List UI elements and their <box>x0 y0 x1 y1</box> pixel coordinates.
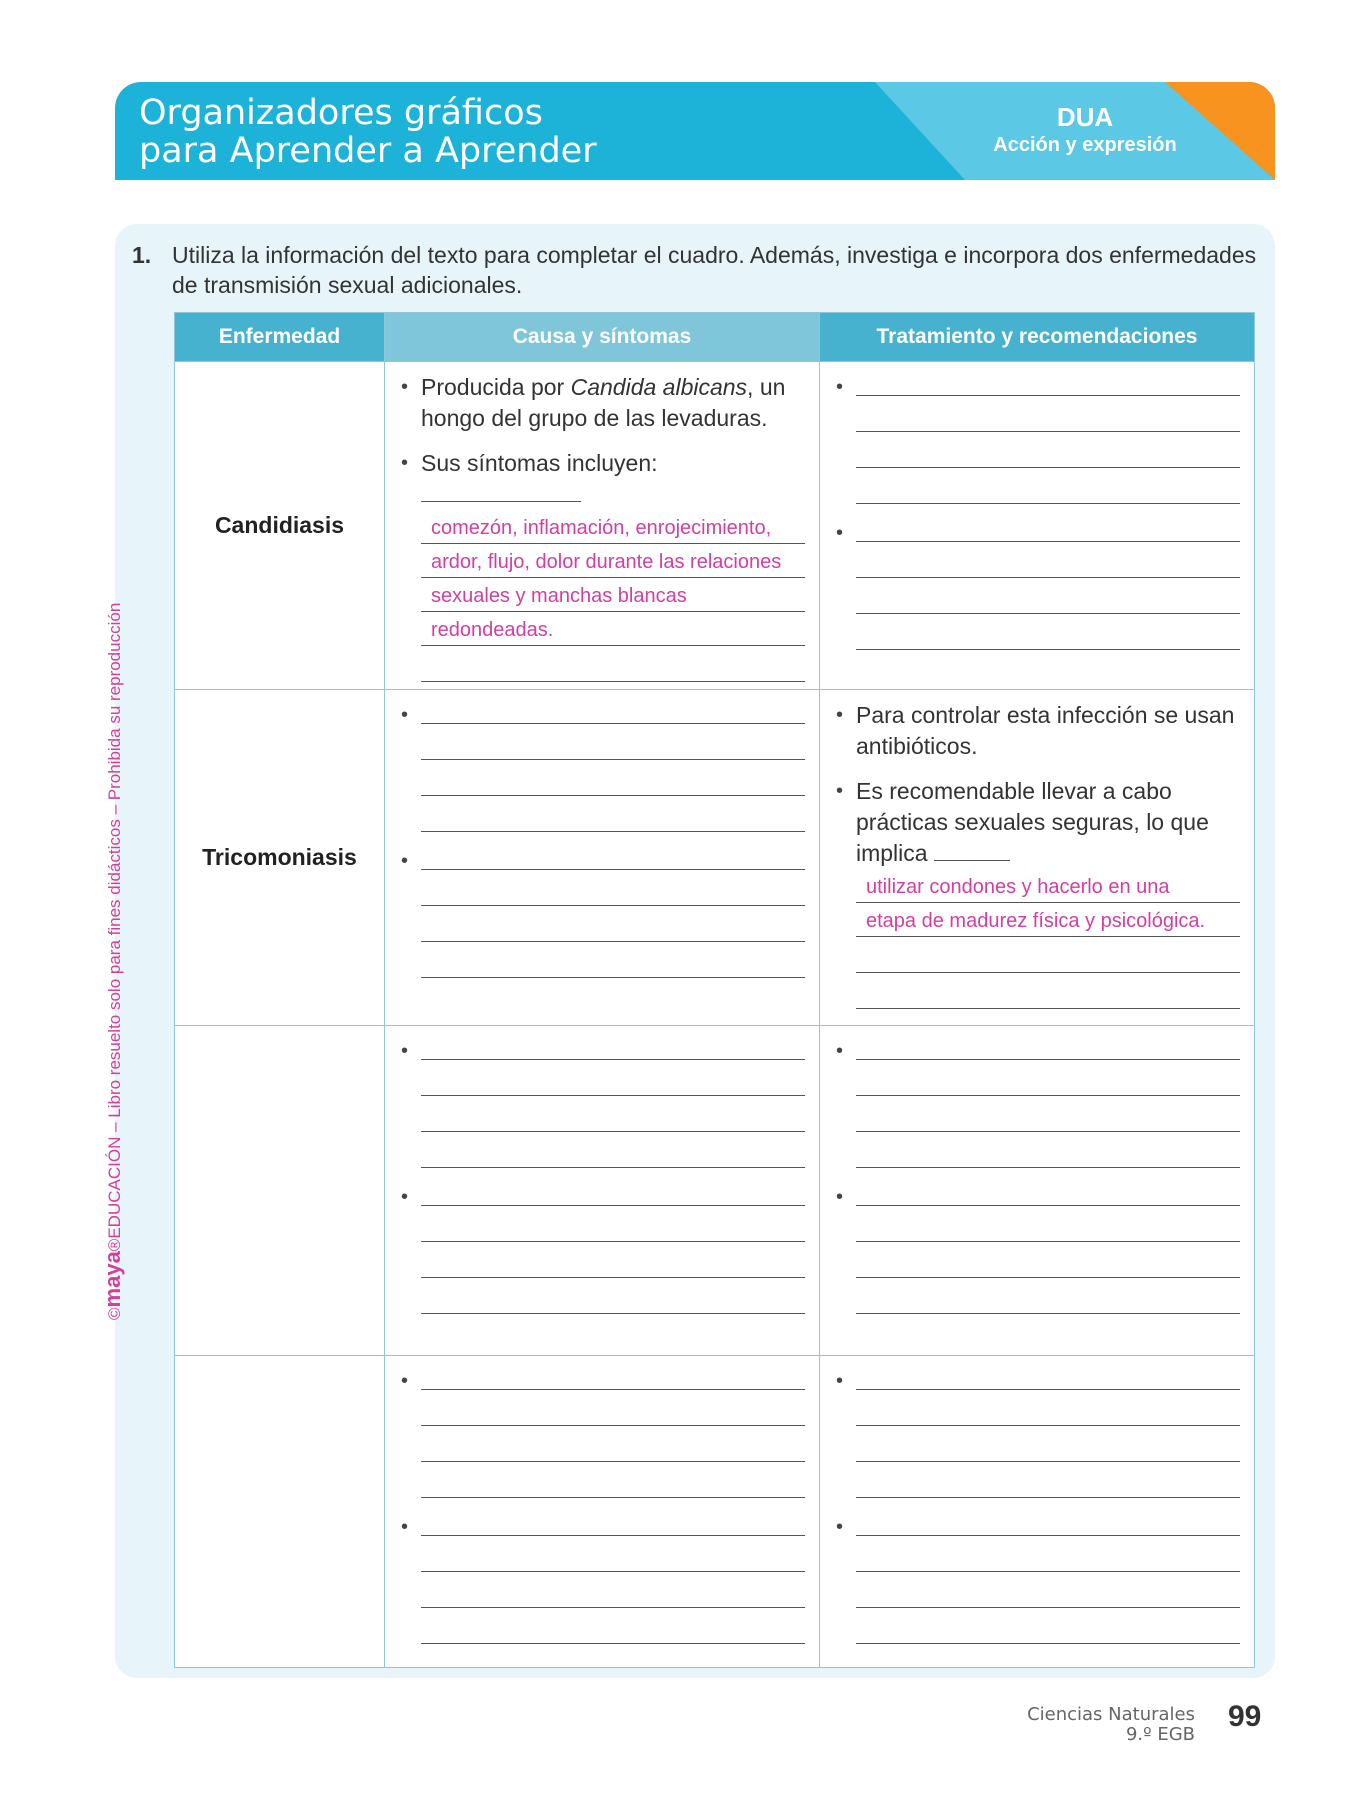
bullet: • <box>401 376 409 398</box>
bullet: • <box>836 704 844 726</box>
answer-line[interactable] <box>856 1036 1240 1060</box>
answer-line[interactable] <box>421 1278 805 1314</box>
bullet: • <box>401 704 409 726</box>
answer-line[interactable] <box>421 1608 805 1644</box>
list-item <box>830 372 1240 504</box>
bullet: • <box>401 1370 409 1392</box>
symptoms-label: Sus síntomas incluyen: <box>421 450 658 476</box>
answer-line[interactable]: comezón, inflamación, enrojecimiento, <box>421 510 805 544</box>
answer-line[interactable]: utilizar condones y hacerlo en una <box>856 869 1240 903</box>
bullet: • <box>401 1516 409 1538</box>
answer-line[interactable] <box>421 760 805 796</box>
section-title-line2: para Aprender a Aprender <box>139 131 597 171</box>
answer-line[interactable] <box>421 796 805 832</box>
species-name: Candida albicans <box>570 374 748 400</box>
worksheet-table <box>174 312 1255 1668</box>
disease-name-blank[interactable] <box>175 1026 385 1356</box>
answer-line[interactable] <box>421 1512 805 1536</box>
answer-line[interactable] <box>856 542 1240 578</box>
answer-line[interactable] <box>421 1182 805 1206</box>
treatment-text: Para controlar esta infección se usan antibióticos. <box>856 702 1235 759</box>
answer-line[interactable] <box>856 614 1240 650</box>
list-item <box>830 700 1240 762</box>
treatment-text: Es recomendable llevar a cabo prácticas sexuales seguras, lo que implica <box>856 778 1209 866</box>
cause-text <box>421 372 805 434</box>
answer-line[interactable] <box>856 578 1240 614</box>
bullet: • <box>401 1040 409 1062</box>
disease-name: Candidiasis <box>175 362 385 690</box>
answer-line[interactable] <box>421 1096 805 1132</box>
header-treatment: Tratamiento y recomendaciones <box>820 313 1255 362</box>
answer-line[interactable] <box>421 1206 805 1242</box>
bullet: • <box>836 522 844 544</box>
answer-line[interactable] <box>856 1390 1240 1426</box>
disease-name-blank[interactable] <box>175 1356 385 1668</box>
header-cause-symptoms: Causa y síntomas <box>385 313 820 362</box>
table-row <box>175 1026 1255 1356</box>
answer-line[interactable]: ardor, flujo, dolor durante las relaciones <box>421 544 805 578</box>
bullet: • <box>836 1040 844 1062</box>
symptoms-prompt <box>421 448 805 510</box>
answer-line[interactable] <box>856 1060 1240 1096</box>
answer-line[interactable] <box>856 468 1240 504</box>
list-item <box>395 372 805 434</box>
answer-line[interactable] <box>856 937 1240 973</box>
list-item <box>395 700 805 832</box>
cause-cell <box>385 1026 820 1356</box>
answer-line[interactable] <box>421 724 805 760</box>
table-row <box>175 1356 1255 1668</box>
table-row <box>175 690 1255 1026</box>
treatment-cell <box>820 362 1255 690</box>
cause-text-end: , un hongo del grupo de las levaduras. <box>421 374 786 431</box>
bullet: • <box>836 1186 844 1208</box>
answer-line[interactable] <box>856 1462 1240 1498</box>
answer-line[interactable] <box>421 1536 805 1572</box>
answer-line[interactable] <box>856 1182 1240 1206</box>
bullet: • <box>401 452 409 474</box>
list-item <box>395 1182 805 1314</box>
answer-line[interactable] <box>856 1608 1240 1644</box>
answer-line[interactable] <box>421 480 581 502</box>
answer-line[interactable] <box>421 1426 805 1462</box>
question-number: 1. <box>132 242 152 268</box>
treatment-cell <box>820 1356 1255 1668</box>
registered-symbol: ® <box>105 1238 124 1252</box>
cause-cell <box>385 362 820 690</box>
list-item <box>830 518 1240 650</box>
list-item <box>830 776 1240 1009</box>
answer-line[interactable] <box>421 1572 805 1608</box>
copyright-notice <box>100 603 126 1320</box>
answer-line[interactable]: sexuales y manchas blancas <box>421 578 805 612</box>
page-number: 99 <box>1228 1700 1262 1733</box>
answer-line[interactable] <box>856 396 1240 432</box>
dua-title: DUA <box>1056 102 1114 132</box>
table-header-row <box>175 313 1255 362</box>
footer-subject: Ciencias Naturales <box>1027 1704 1195 1725</box>
page-footer <box>1027 1705 1195 1745</box>
section-header <box>115 82 1275 180</box>
question-text: Utiliza la información del texto para completar el cuadro. Además, investiga e incorpora dos enfermedades de transmisión sexual adicionales. <box>172 242 1257 298</box>
answer-line[interactable] <box>421 846 805 870</box>
bullet: • <box>836 376 844 398</box>
answer-line[interactable] <box>421 870 805 906</box>
answer-line[interactable] <box>421 1060 805 1096</box>
treatment-cell <box>820 690 1255 1026</box>
table-row <box>175 362 1255 690</box>
answer-line[interactable] <box>856 1572 1240 1608</box>
list-item <box>395 1512 805 1644</box>
publisher-logo: maya <box>100 1251 125 1308</box>
answer-line[interactable] <box>421 906 805 942</box>
answer-line[interactable] <box>934 839 1010 861</box>
cause-text-start: Producida por <box>421 374 571 400</box>
answer-line[interactable]: etapa de madurez física y psicológica. <box>856 903 1240 937</box>
answer-line[interactable]: redondeadas. <box>421 612 805 646</box>
list-item <box>395 846 805 978</box>
answer-line[interactable] <box>856 1242 1240 1278</box>
answer-line[interactable] <box>421 942 805 978</box>
list-item <box>395 1366 805 1498</box>
bullet: • <box>401 850 409 872</box>
footer-grade: 9.º EGB <box>1125 1724 1195 1745</box>
treatment-cell <box>820 1026 1255 1356</box>
answer-line[interactable] <box>856 1512 1240 1536</box>
answer-line[interactable] <box>421 1242 805 1278</box>
list-item <box>830 1512 1240 1644</box>
answer-line[interactable] <box>856 973 1240 1009</box>
copyright-text: EDUCACIÓN – Libro resuelto solo para fines didácticos – Prohibida su reproducción <box>105 602 124 1239</box>
list-item <box>830 1366 1240 1498</box>
answer-line[interactable] <box>856 1206 1240 1242</box>
header-disease: Enfermedad <box>175 313 385 362</box>
list-item <box>830 1036 1240 1168</box>
dua-subtitle: Acción y expresión <box>993 134 1177 156</box>
answer-line[interactable] <box>856 1096 1240 1132</box>
treatment-prompt <box>856 776 1240 869</box>
answer-line[interactable] <box>421 1390 805 1426</box>
bullet: • <box>401 1186 409 1208</box>
bullet: • <box>836 780 844 802</box>
answer-line[interactable] <box>421 1366 805 1390</box>
cause-cell <box>385 690 820 1026</box>
disease-name: Tricomoniasis <box>175 690 385 1026</box>
answer-line[interactable] <box>421 1462 805 1498</box>
bullet: • <box>836 1516 844 1538</box>
copyright-symbol: © <box>105 1307 124 1320</box>
answer-line[interactable] <box>856 1366 1240 1390</box>
answer-line[interactable] <box>856 518 1240 542</box>
answer-line[interactable] <box>856 432 1240 468</box>
dua-badge <box>975 102 1195 158</box>
section-title-line1: Organizadores gráficos <box>139 93 543 133</box>
answer-line[interactable] <box>421 1132 805 1168</box>
answer-line[interactable] <box>856 372 1240 396</box>
answer-line[interactable] <box>856 1426 1240 1462</box>
answer-line[interactable] <box>421 646 805 682</box>
answer-line[interactable] <box>421 700 805 724</box>
question <box>132 240 1262 300</box>
bullet: • <box>836 1370 844 1392</box>
answer-line[interactable] <box>856 1278 1240 1314</box>
cause-cell <box>385 1356 820 1668</box>
answer-line[interactable] <box>421 1036 805 1060</box>
answer-line[interactable] <box>856 1132 1240 1168</box>
section-title <box>139 94 597 170</box>
list-item <box>395 448 805 682</box>
list-item <box>830 1182 1240 1314</box>
list-item <box>395 1036 805 1168</box>
answer-line[interactable] <box>856 1536 1240 1572</box>
